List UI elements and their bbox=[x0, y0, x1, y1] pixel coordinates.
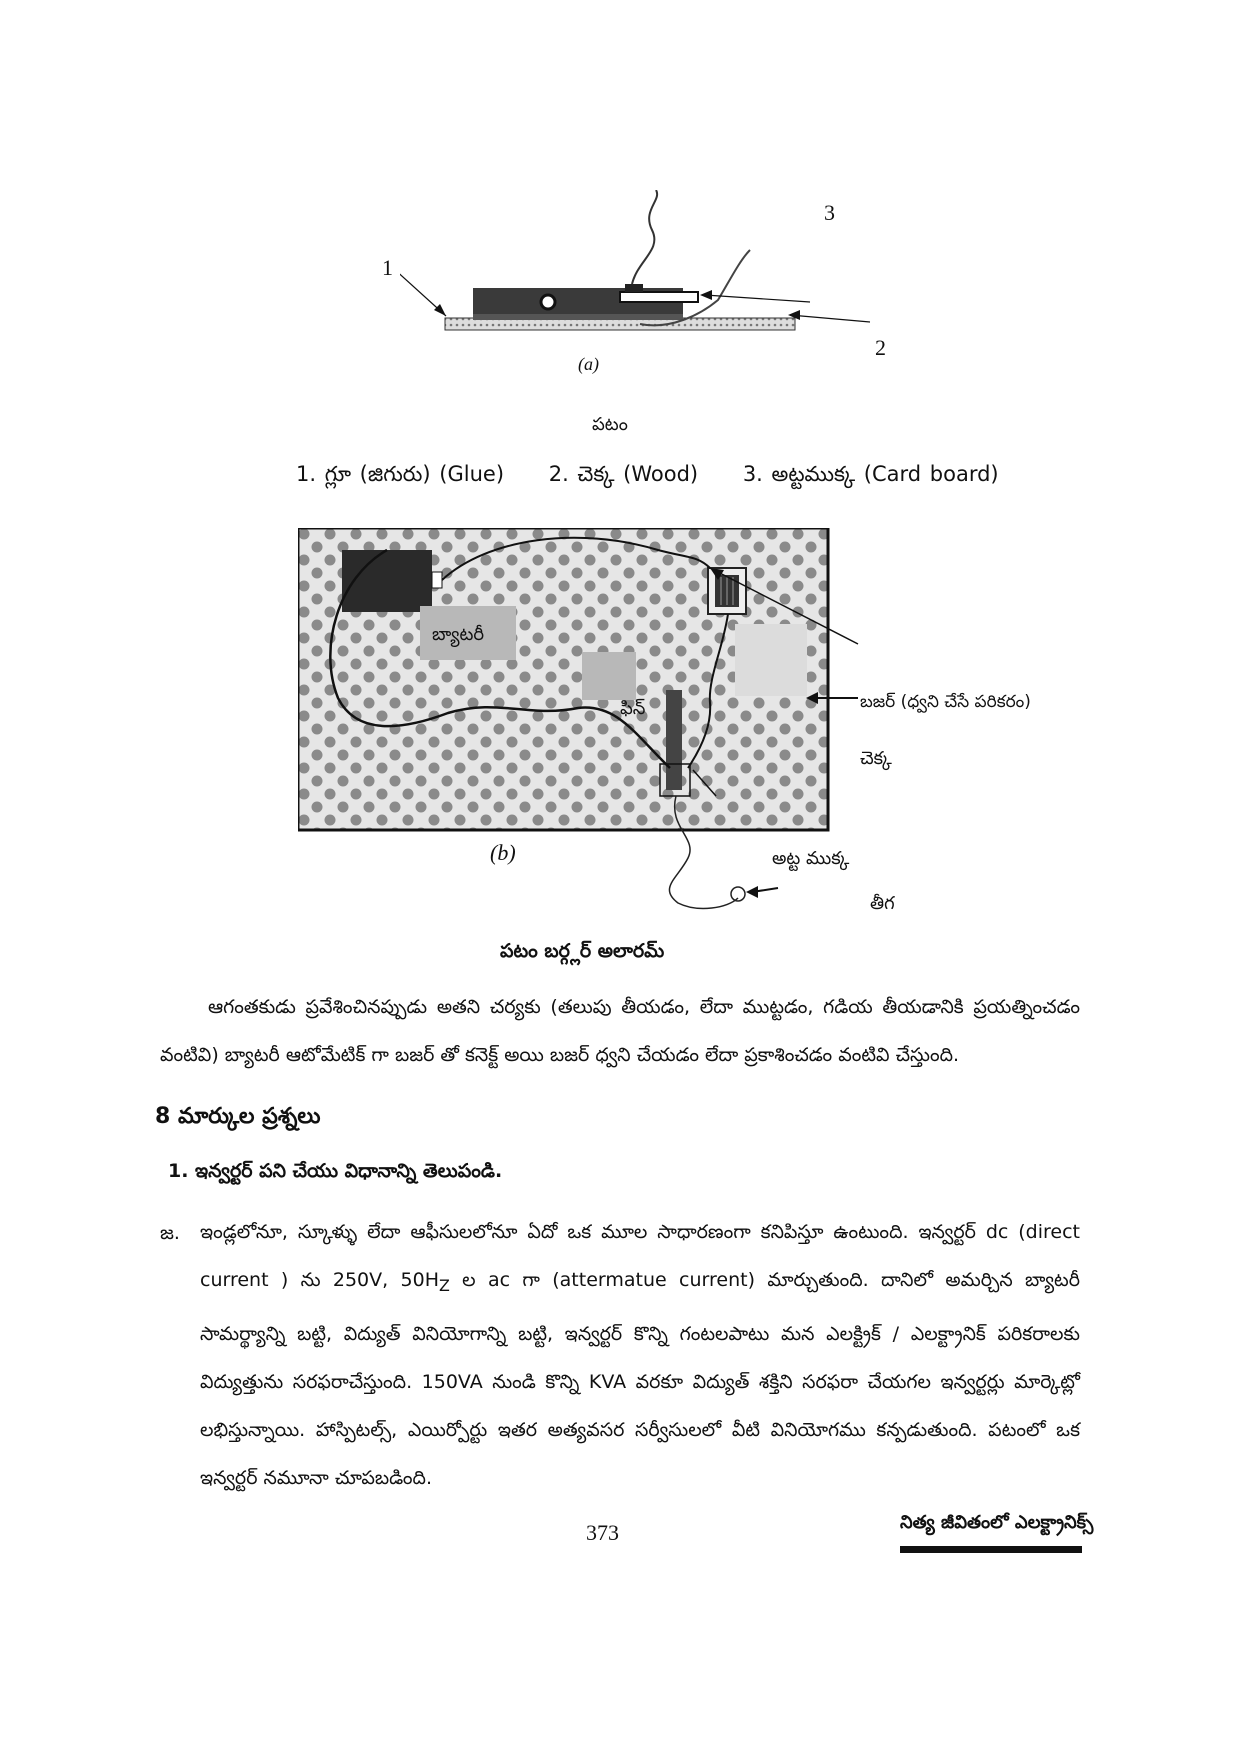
hz-subscript: Z bbox=[438, 1275, 450, 1295]
wire-1 bbox=[632, 190, 657, 284]
metal-strip bbox=[620, 292, 698, 302]
pin-strip bbox=[666, 690, 682, 790]
figure-a-label-3: 3 bbox=[824, 200, 835, 225]
page-number: 373 bbox=[586, 1520, 619, 1545]
footer-rule bbox=[900, 1546, 1082, 1553]
legend-item-cardboard: 3. అట్టముక్క (Card board) bbox=[742, 462, 999, 486]
wire-label: తీగ bbox=[870, 893, 895, 914]
figure-a-caption: పటం bbox=[592, 414, 628, 435]
figure-a-sublabel: (a) bbox=[578, 354, 599, 374]
wood-label: చెక్క bbox=[860, 748, 892, 769]
answer-text-part-b: ల ac గా (attermatue current) మార్చుతుంది. దానిలో అమర్చిన బ్యాటరీ సామర్థ్యాన్ని బట్టి, విద్యుత్ వినియోగాన్ని బట్టి, ఇన్వర్టర్ కొన్ని గంటలపాటు మన ఎలక్ట్రిక్ / ఎలక్ట్రానిక్ పరికరాలకు విద్యుత్తును సరఫరాచేస్తుంది. 150VA నుండి కొన్ని KVA వరకూ విద్యుత్ శక్తిని సరఫరా చేయగల ఇన్వర్టర్లు మార్కెట్లో లభిస్తున్నాయి. హాస్పిటల్స్, ఎయిర్పోర్టు ఇతర అత్యవసర సర్వీసులలో వీటి వినియోగము కన్పడుతుంది. పటంలో ఒక ఇన్వర్టర్ నమూనా చూపబడింది. bbox=[200, 1269, 1080, 1489]
answer-text-part-a: ఇండ్లలోనూ, స్కూళ్ళు లేదా ఆఫీసులలోనూ ఏదో ఒక మూల సాధారణంగా కనిపిస్తూ ఉంటుంది. ఇన్వర్టర్ dc (direct current ) ను 250V, 50H bbox=[200, 1221, 1080, 1291]
battery-block bbox=[342, 550, 432, 612]
figure-a-legend bbox=[296, 462, 1035, 492]
book-title: నిత్య జీవితంలో ఎలక్ట్రానిక్స్ bbox=[900, 1512, 1094, 1533]
figure-a-diagram bbox=[400, 190, 920, 390]
answer-label: జ. bbox=[160, 1222, 180, 1244]
answer-text bbox=[200, 1208, 1080, 1502]
battery-label: బ్యాటరీ bbox=[432, 624, 485, 645]
buzzer-label: బజర్ (ధ్వని చేసే పరికరం) bbox=[860, 692, 1031, 712]
figure-b-sublabel: (b) bbox=[490, 840, 516, 865]
cardboard-label: అట్ట ముక్క bbox=[772, 848, 850, 869]
question-1: 1. ఇన్వర్టర్ పని చేయు విధానాన్ని తెలుపండి. bbox=[168, 1160, 503, 1182]
pin-label: ఫిన్ bbox=[620, 698, 646, 719]
section-title: 8 మార్కుల ప్రశ్నలు bbox=[155, 1104, 321, 1129]
paragraph-burglar-alarm: ఆగంతకుడు ప్రవేశించినప్పుడు అతని చర్యకు (తలుపు తీయడం, లేదా ముట్టడం, గడియ తీయడానికి ప్రయత్నించడం వంటివి) బ్యాటరీ ఆటోమేటిక్ గా బజర్ తో కనెక్ట్ అయి బజర్ ధ్వని చేయడం లేదా ప్రకాశించడం వంటివి చేస్తుంది. bbox=[160, 996, 1080, 1066]
glue-layer bbox=[473, 314, 683, 320]
figure-a-label-1: 1 bbox=[382, 255, 393, 280]
legend-item-glue: 1. గ్లూ (జిగురు) (Glue) bbox=[296, 462, 505, 486]
figure-b-title: పటం బర్గ్లర్ అలారమ్ bbox=[500, 940, 665, 962]
figure-a-label-2: 2 bbox=[875, 335, 886, 360]
figure-b-diagram bbox=[298, 528, 1088, 938]
legend-item-wood: 2. చెక్క (Wood) bbox=[548, 462, 699, 486]
